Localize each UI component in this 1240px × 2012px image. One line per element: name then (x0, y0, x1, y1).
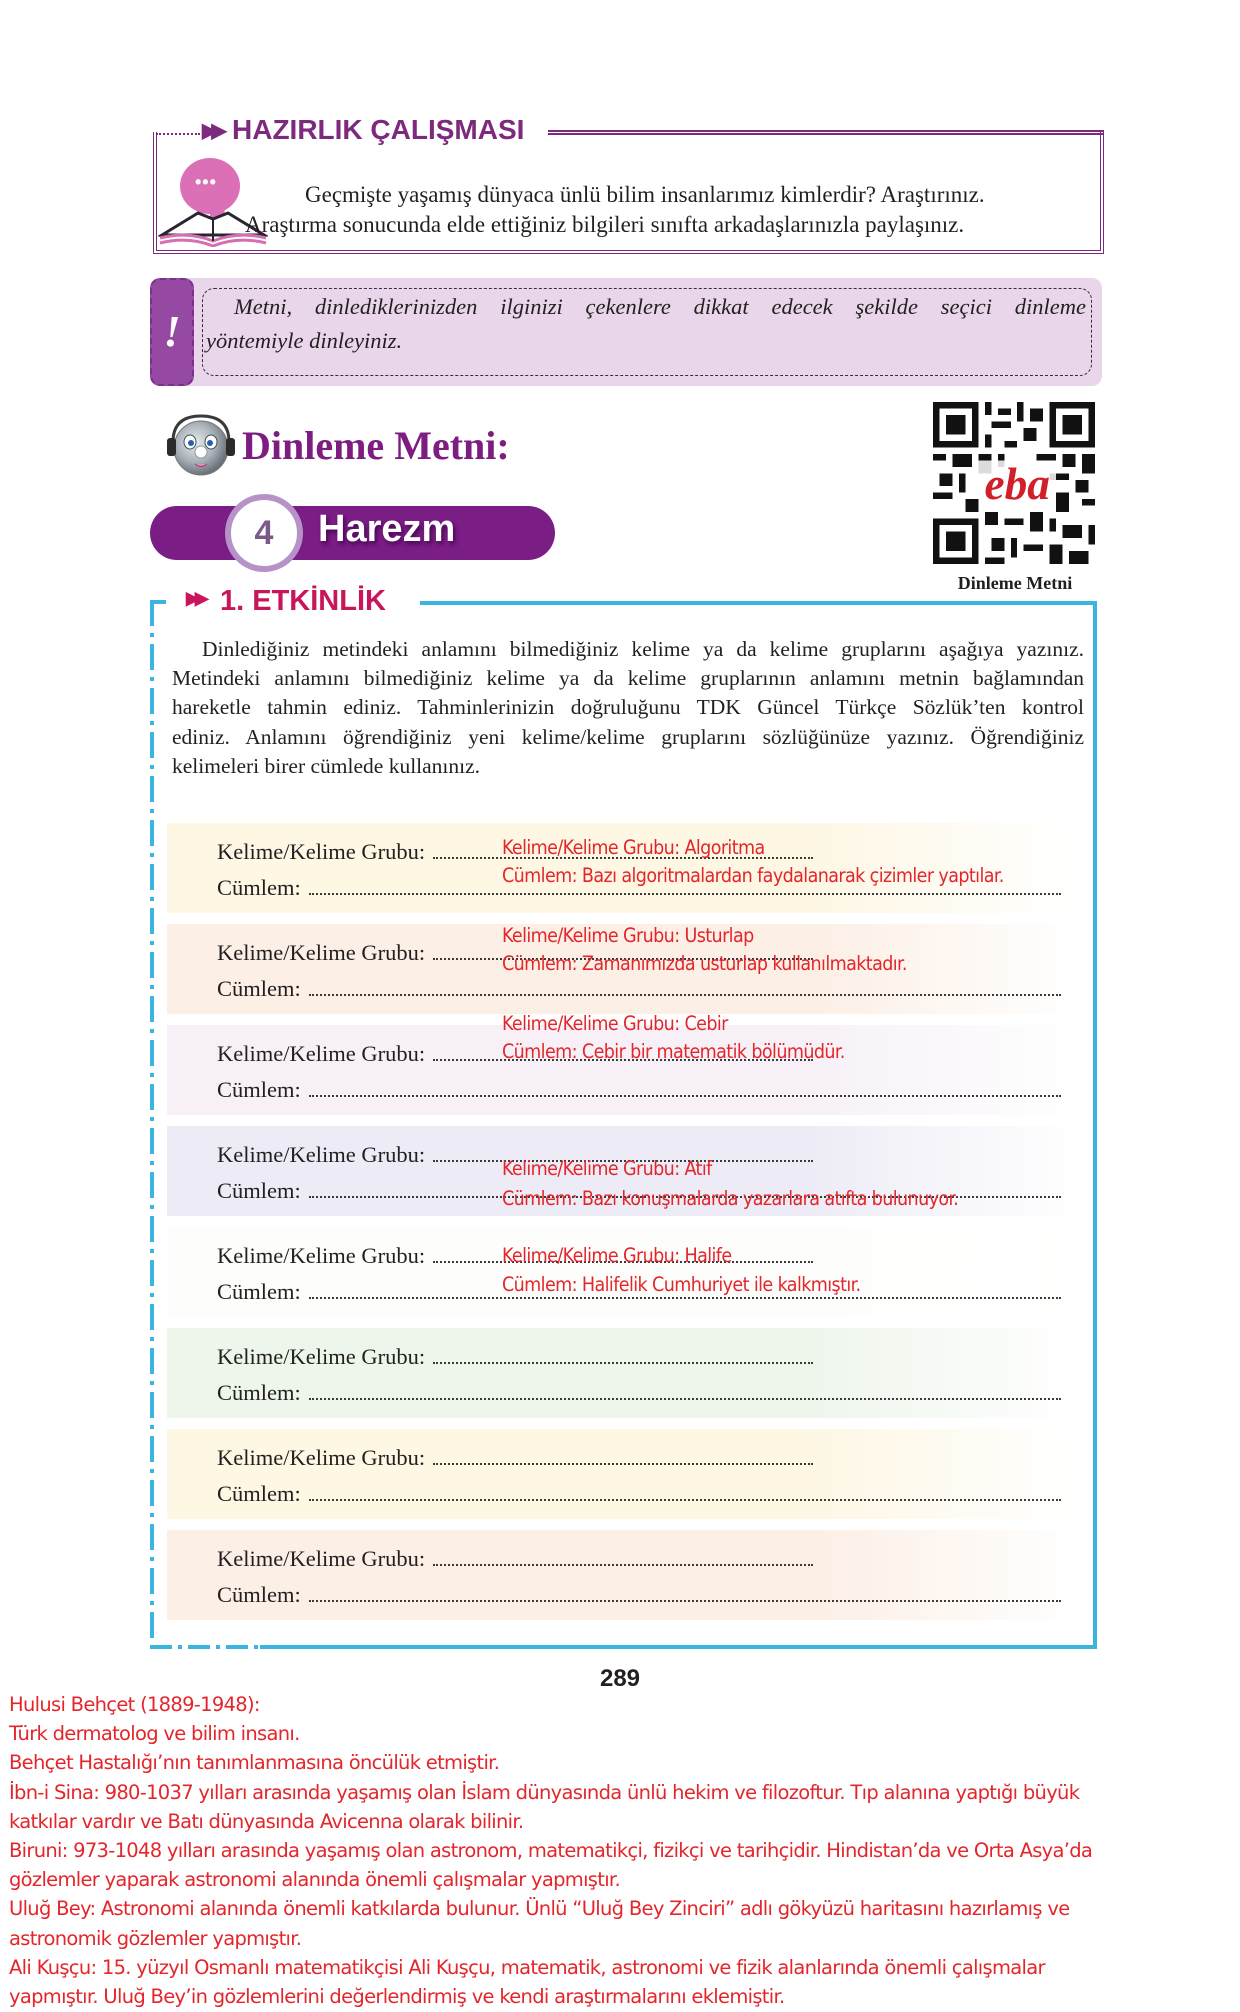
answer-sentence-2: Cümlem: Zamanımızda usturlap kullanılmaktadır. (502, 952, 907, 975)
word-field[interactable]: Kelime/Kelime Grubu: (217, 839, 813, 865)
note-line: Hulusi Behçet (1889-1948): (9, 1693, 260, 1716)
word-box-5 (167, 1227, 1083, 1317)
note-line: Biruni: 973-1048 yılları arasında yaşamış olan astronom, matematikçi, fizikçi ve tarihçidir. Hindistan’da ve Orta Asya’da (9, 1839, 1093, 1863)
answer-sentence-4: Cümlem: Bazı konuşmalarda yazarlara atıfta bulunuyor. (502, 1187, 959, 1210)
note-line: Behçet Hastalığı’nın tanımlanmasına öncülük etmiştir. (9, 1751, 500, 1775)
note-text (206, 290, 1086, 358)
answer-word-4: Kelime/Kelime Grubu: Atıf (502, 1157, 712, 1180)
note-line: Türk dermatolog ve bilim insanı. (9, 1722, 300, 1746)
answer-sentence-5: Cümlem: Halifelik Cumhuriyet ile kalkmıştır. (502, 1273, 861, 1296)
note-line-1: Metni, dinlediklerinizden ilginizi çekenlere dikkat edecek şekilde seçici dinleme (234, 294, 1086, 319)
note-line: Uluğ Bey: Astronomi alanında önemli katkılarda bulunur. Ünlü “Uluğ Bey Zinciri” adlı gökyüzü haritasını hazırlamış ve (9, 1897, 1070, 1921)
word-box-7 (167, 1429, 1083, 1519)
activity-frame-bottom-dashed (150, 1645, 260, 1649)
note-line: katkılar vardır ve Batı dünyasında Avicenna olarak bilinir. (9, 1809, 524, 1833)
activity-frame-corner (150, 600, 166, 604)
sentence-field[interactable]: Cümlem: (217, 1077, 1061, 1103)
sentence-field[interactable]: Cümlem: (217, 1178, 1061, 1204)
double-arrow-icon: ▶▶ (202, 120, 221, 142)
word-field[interactable]: Kelime/Kelime Grubu: (217, 1546, 813, 1572)
answer-word-3: Kelime/Kelime Grubu: Cebir (502, 1012, 728, 1035)
sentence-field[interactable]: Cümlem: (217, 1380, 1061, 1406)
word-field[interactable]: Kelime/Kelime Grubu: (217, 940, 813, 966)
activity-frame-left (150, 600, 154, 1648)
note-line: gözlemler yaparak astronomi alanında önemli çalışmalar yapmıştır. (9, 1868, 620, 1892)
note-line-2: yöntemiyle dinleyiniz. (206, 328, 403, 353)
word-field[interactable]: Kelime/Kelime Grubu: (217, 1041, 813, 1067)
note-line: Ali Kuşçu: 15. yüzyıl Osmanlı matematikçisi Ali Kuşçu, matematik, astronomi ve fizik alanlarında önemli çalışmalar (9, 1955, 1045, 1979)
qr-code[interactable] (932, 402, 1096, 564)
hazirlik-rule (548, 130, 1104, 135)
lesson-number-badge: 4 (225, 494, 303, 572)
instruction-line: hareketle tahmin ediniz. Tahminlerinizin doğruluğunu TDK Güncel Türkçe Sözlük’ten kontrol (172, 695, 1084, 720)
hazirlik-dotted-lead (156, 133, 200, 135)
lesson-title: Harezm (318, 508, 456, 550)
instruction-line: ediniz. Anlamını öğrendiğiniz yeni kelime/kelime gruplarını sözlüğünüze yazınız. Öğrendiğiniz (172, 724, 1084, 749)
word-field[interactable]: Kelime/Kelime Grubu: (217, 1142, 813, 1168)
answer-sentence-1: Cümlem: Bazı algoritmalardan faydalanarak çizimler yaptılar. (502, 864, 1004, 887)
word-box-3 (167, 1025, 1083, 1115)
activity-frame-right (1093, 601, 1097, 1648)
answer-word-1: Kelime/Kelime Grubu: Algoritma (502, 836, 765, 859)
activity-instructions (172, 635, 1084, 781)
exclamation-icon: ! (150, 278, 194, 386)
activity-frame-bottom (260, 1645, 1097, 1649)
eba-logo: eba (984, 459, 1050, 510)
answer-word-5: Kelime/Kelime Grubu: Halife (502, 1244, 732, 1267)
note-line: yapmıştır. Uluğ Bey’in gözlemlerini değerlendirmiş ve kendi araştırmalarını eklemiştir. (9, 1985, 785, 2009)
instruction-line: kelimeleri birer cümlede kullanınız. (172, 753, 481, 778)
word-field[interactable]: Kelime/Kelime Grubu: (217, 1243, 813, 1269)
sentence-field[interactable]: Cümlem: (217, 875, 1061, 901)
sentence-field[interactable]: Cümlem: (217, 1582, 1061, 1608)
sentence-field[interactable]: Cümlem: (217, 976, 1061, 1002)
sentence-field[interactable]: Cümlem: (217, 1481, 1061, 1507)
word-field[interactable]: Kelime/Kelime Grubu: (217, 1445, 813, 1471)
double-arrow-icon: ▶▶ (186, 588, 204, 608)
instruction-line: Dinlediğiniz metindeki anlamını bilmediğiniz kelime ya da kelime gruplarını aşağıya yazınız. (202, 637, 1084, 661)
word-box-8 (167, 1530, 1083, 1620)
hazirlik-line-1: Geçmişte yaşamış dünyaca ünlü bilim insanlarımız kimlerdir? Araştırınız. (305, 182, 985, 207)
answer-sentence-3: Cümlem: Cebir bir matematik bölümüdür. (502, 1040, 845, 1063)
hazirlik-line-2: Araştırma sonucunda elde ettiğiniz bilgileri sınıfta arkadaşlarınızla paylaşınız. (245, 212, 965, 237)
word-field[interactable]: Kelime/Kelime Grubu: (217, 1344, 813, 1370)
answer-word-2: Kelime/Kelime Grubu: Usturlap (502, 924, 754, 947)
listening-text-heading: Dinleme Metni: (242, 423, 510, 468)
activity-frame-top (420, 601, 1097, 605)
qr-caption: Dinleme Metni (957, 573, 1073, 593)
cd-headphones-icon (165, 412, 237, 478)
note-line: astronomik gözlemler yapmıştır. (9, 1926, 302, 1950)
activity-title: 1. ETKİNLİK (220, 585, 386, 617)
sentence-field[interactable]: Cümlem: (217, 1279, 1061, 1305)
scientist-notes (9, 1690, 1234, 2011)
instruction-line: Metindeki anlamını bilmediğiniz kelime ya da kelime gruplarının anlamını metnin bağlamından (172, 666, 1084, 691)
ellipsis-icon: ••• (195, 172, 217, 192)
hazirlik-text (245, 180, 1085, 240)
hazirlik-title: HAZIRLIK ÇALIŞMASI (232, 114, 530, 146)
page-number: 289 (599, 1665, 641, 1692)
note-line: İbn-i Sina: 980-1037 yılları arasında yaşamış olan İslam dünyasında ünlü hekim ve filozoftur. Tıp alanına yaptığı büyük (9, 1780, 1080, 1804)
word-box-6 (167, 1328, 1083, 1418)
